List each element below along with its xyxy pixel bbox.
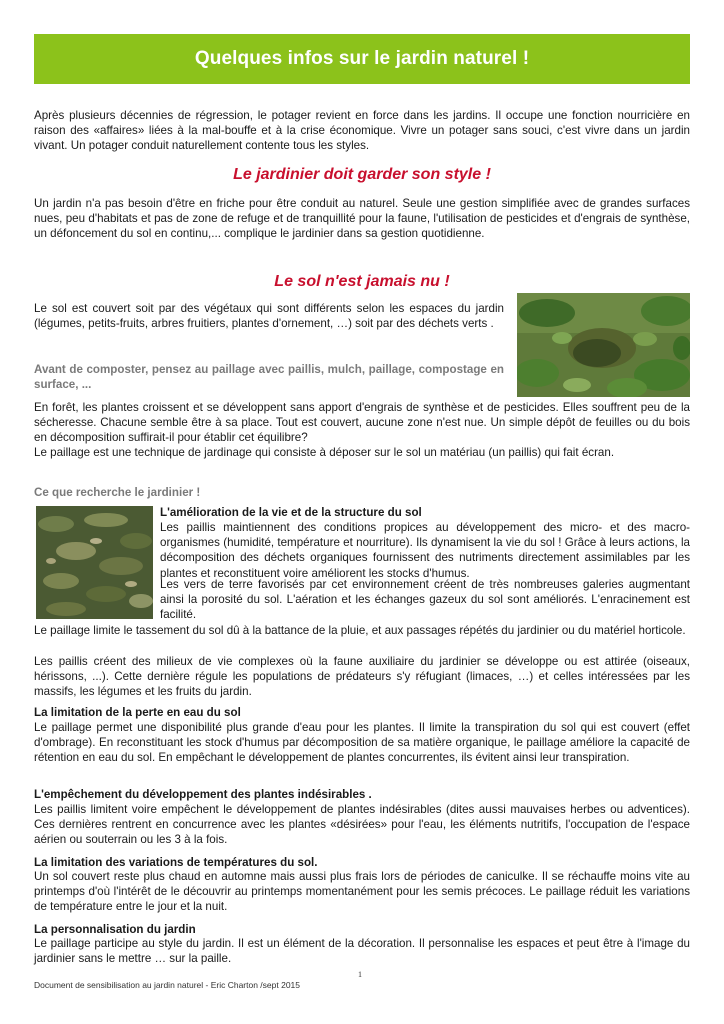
subheading-soil-life: L'amélioration de la vie et de la structure du sol xyxy=(160,506,422,519)
water-loss-paragraph: Le paillage permet une disponibilité plus grande d'eau pour les plantes. Il limite la transpiration du sol qui est couvert (effet d'ombrage). En reconstituant les stock d'humus par décomposition de sa matière organique, le paillage améliore la capacité de rétention en eau du sol. En empêchant le développement de plantes concurrentes, ils évitent ainsi leur transpiration. xyxy=(34,721,690,765)
soil-life-paragraph-2: Les vers de terre favorisés par cet environnement créent de très nombreuses galeries augmentant ainsi la porosité du sol. L'aération et les échanges gazeux du sol sont améliorés. L'enracinement est facilité. xyxy=(160,578,690,622)
intro-paragraph: Après plusieurs décennies de régression, le potager revient en force dans les jardins. Il occupe une fonction nourricière en raison des «affaires» liées à la mal-bouffe et à la crise économique. Vivre un potager sans souci, c'est vivre dans un jardin vivant. Un potager conduit naturellement contente tous les styles. xyxy=(34,109,690,153)
compost-tip: Avant de composter, pensez au paillage avec paillis, mulch, paillage, compostage en surface, ... xyxy=(34,363,504,392)
subheading-temperature: La limitation des variations de températures du sol. xyxy=(34,856,318,869)
subheading-personalisation: La personnalisation du jardin xyxy=(34,923,196,936)
gardener-goals-heading: Ce que recherche le jardinier ! xyxy=(34,486,201,499)
personalisation-paragraph: Le paillage participe au style du jardin. Il est un élément de la décoration. Il personnalise les espaces et peut être à l'image du jardinier sans le mettre … sur la paille. xyxy=(34,937,690,966)
soil-life-paragraph-1: Les paillis maintiennent des conditions propices au développement des micro- et des macro-organismes (humidité, température et nourriture). Ils dynamisent la vie du sol ! Grâce à leurs actions, la décomposition des déchets organiques fournissent des nutriments directement assimilables par les plantes et reconstituent voire améliorent les stocks d'humus. xyxy=(160,521,690,580)
temperature-paragraph: Un sol couvert reste plus chaud en automne mais aussi plus frais lors de périodes de caniculke. Il se réchauffe moins vite au printemps d'où l'intérêt de le découvrir au printemps momentanément pour les semis précoces. Le paillage réduit les variations de température entre le jour et la nuit. xyxy=(34,870,690,914)
page-number: 1 xyxy=(358,970,362,979)
weeds-paragraph: Les paillis limitent voire empêchent le développement de plantes indésirables (dites aussi mauvaises herbes ou adventices). Ces dernières rentrent en concurrence avec les plantes «désirées» pour l'eau, les éléments nutritifs, l'occupation de l'espace aérien ou souterrain ou les 3 à la fois. xyxy=(34,803,690,847)
soil-life-paragraph-3: Le paillage limite le tassement du sol dû à la battance de la pluie, et aux passages répétés du jardinier ou du matériel horticole. xyxy=(34,624,686,637)
soil-life-paragraph-4: Les paillis créent des milieux de vie complexes où la faune auxiliaire du jardinier se développe ou est attirée (oiseaux, hérissons, ...). Cette dernière régule les populations de prédateurs s'y réfugiant (limaces, …) et celles intéressées par les massifs, les légumes et les fruits du jardin. xyxy=(34,655,690,699)
soil-paragraph-3: Le paillage est une technique de jardinage qui consiste à déposer sur le sol un matériau (un paillis) qui fait écran. xyxy=(34,446,615,459)
mulch-photo xyxy=(36,506,153,619)
page-title: Quelques infos sur le jardin naturel ! xyxy=(194,48,530,69)
title-banner xyxy=(34,34,690,84)
subheading-water-loss: La limitation de la perte en eau du sol xyxy=(34,706,241,719)
section-heading-style: Le jardinier doit garder son style ! xyxy=(233,166,491,183)
soil-paragraph-2: En forêt, les plantes croissent et se développent sans apport d'engrais de synthèse et de pesticides. Elles souffrent peu de la sécheresse. Chacune semble être à sa place. Tout est couvert, aucune zone n'est nue. Un simple dépôt de feuilles ou du bois en décomposition suffirait-il pour établir cet équilibre? xyxy=(34,401,690,445)
footer-text: Document de sensibilisation au jardin naturel - Eric Charton /sept 2015 xyxy=(34,980,301,990)
section-heading-soil: Le sol n'est jamais nu ! xyxy=(274,273,450,290)
soil-paragraph-1: Le sol est couvert soit par des végétaux qui sont différents selon les espaces du jardin (légumes, petits-fruits, arbres fruitiers, plantes d'ornement, …) soit par des déchets verts . xyxy=(34,302,504,331)
moss-ground-photo xyxy=(517,293,690,397)
section-style-paragraph: Un jardin n'a pas besoin d'être en friche pour être conduit au naturel. Seule une gestion simplifiée avec de grandes surfaces nues, peu d'habitats et pas de zone de refuge et de tranquillité pour la faune, l'utilisation de pesticides et d'engrais de synthèse, un défoncement du sol en continu,... complique le jardinier dans sa gestion quotidienne. xyxy=(34,197,690,241)
subheading-weeds: L'empêchement du développement des plantes indésirables . xyxy=(34,788,372,801)
